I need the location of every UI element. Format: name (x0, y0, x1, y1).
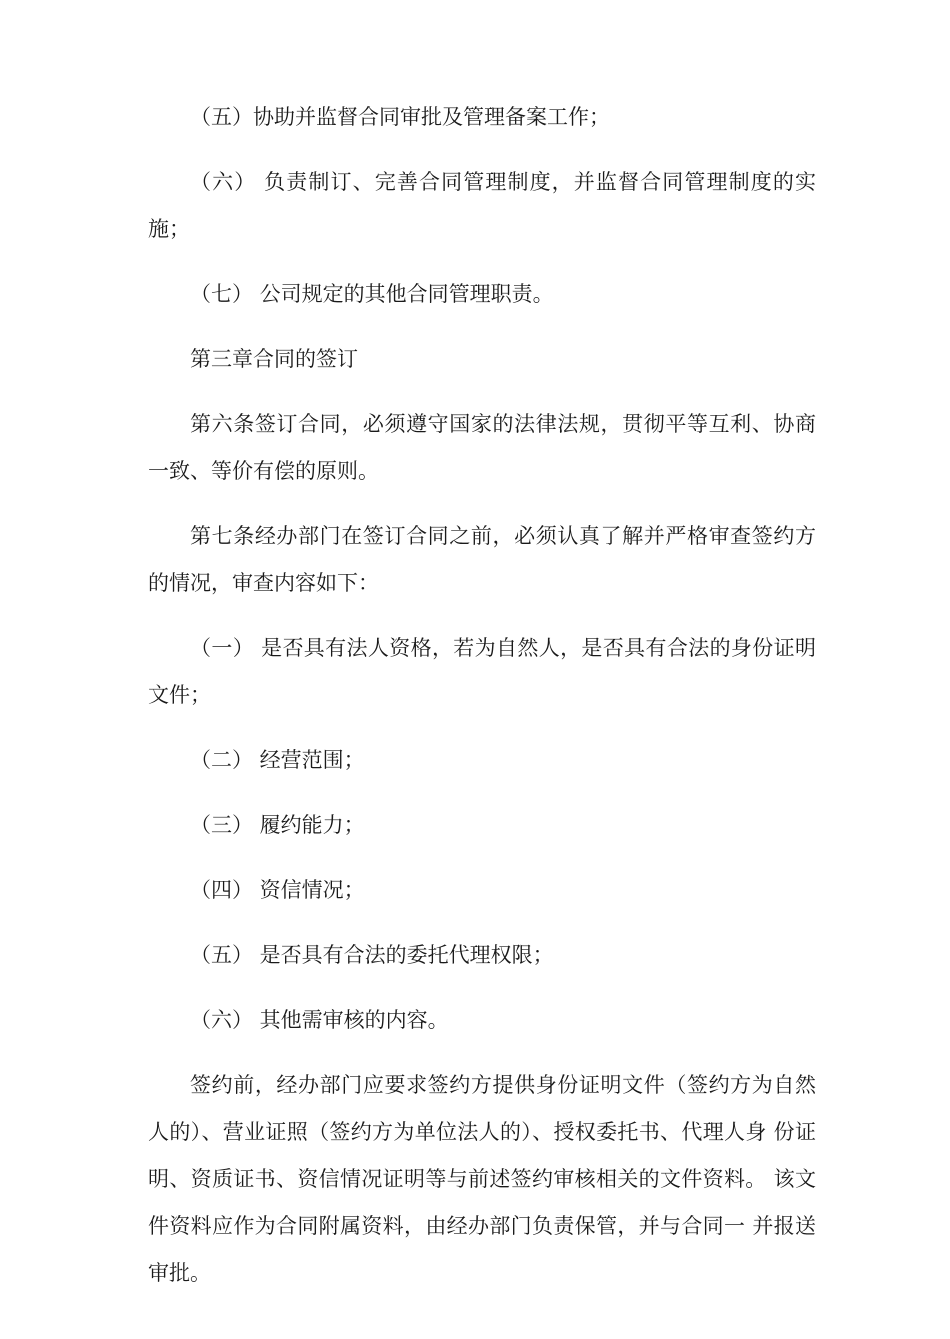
paragraph-article-6: 第六条签订合同，必须遵守国家的法律法规，贯彻平等互利、协商一致、等价有偿的原则。 (148, 412, 816, 483)
paragraph-article-7: 第七条经办部门在签订合同之前，必须认真了解并严格审查签约方的情况，审查内容如下： (148, 524, 816, 595)
chapter-heading: 第三章合同的签订 (190, 347, 358, 371)
paragraph-review-2: （二） 经营范围； (190, 748, 365, 772)
paragraph-item-7-other-duties: （七） 公司规定的其他合同管理职责。 (190, 282, 554, 306)
paragraph-item-6-formulate: （六） 负责制订、完善合同管理制度，并监督合同管理制度的实施； (148, 170, 816, 241)
document-body (148, 94, 816, 1315)
paragraph-item-5-assist: （五）协助并监督合同审批及管理备案工作； (190, 105, 610, 129)
paragraph-review-6: （六） 其他需审核的内容。 (190, 1008, 449, 1032)
paragraph-review-1: （一） 是否具有法人资格，若为自然人，是否具有合法的身份证明文件； (148, 636, 816, 707)
paragraph-review-4: （四） 资信情况； (190, 878, 365, 902)
paragraph-review-5: （五） 是否具有合法的委托代理权限； (190, 943, 554, 967)
paragraph-pre-signing: 签约前，经办部门应要求签约方提供身份证明文件（签约方为自然人的）、营业证照（签约方为单位法人的）、授权委托书、代理人身 份证明、资质证书、资信情况证明等与前述签约审核相关的文件资料。 该文件资料应作为合同附属资料，由经办部门负责保管，并与合同一 并报送审批。 (148, 1073, 816, 1285)
paragraph-review-3: （三） 履约能力； (190, 813, 365, 837)
